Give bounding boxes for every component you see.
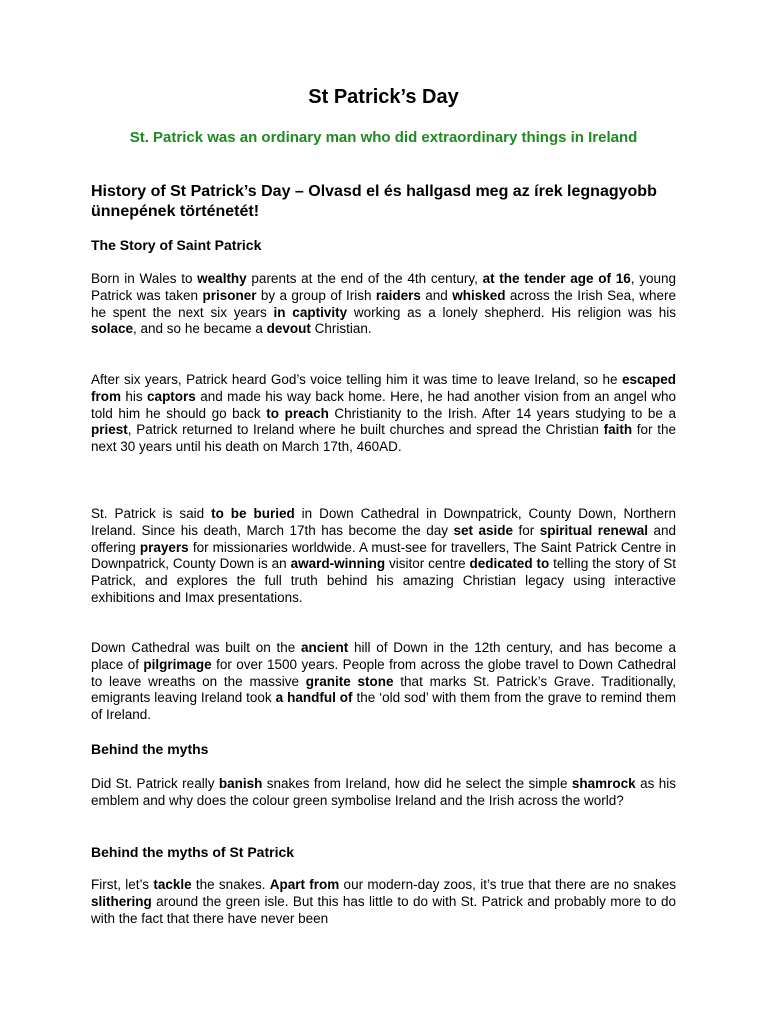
bold-term: whisked	[452, 287, 506, 303]
text-run: visitor centre	[385, 556, 470, 572]
text-run: , Patrick returned to Ireland where he built churches and spread the Christian	[127, 422, 604, 438]
bold-term: wealthy	[197, 271, 247, 286]
text-run: Christian.	[310, 321, 372, 337]
bold-term: to preach	[266, 405, 329, 421]
text-run: , and so he became a	[133, 321, 267, 337]
text-run: across the Irish Sea, where he spent the next six years	[91, 287, 677, 320]
bold-term: at the tender age of 16	[482, 271, 631, 286]
paragraph	[91, 776, 676, 810]
text-run: by a group of Irish	[256, 287, 376, 303]
bold-term: ancient	[301, 640, 349, 655]
bold-term: priest	[91, 422, 128, 438]
bold-term: escaped from	[91, 372, 676, 404]
text-run: After six years, Patrick heard God’s voice telling him it was time to leave Ireland, so he	[91, 372, 622, 387]
bold-term: tackle	[153, 877, 192, 892]
bold-term: spiritual renewal	[539, 522, 648, 538]
paragraph	[91, 271, 676, 338]
text-run: telling the story of St Patrick, and explores the full truth behind his amazing Christian legacy using interactive exhibitions and Imax presentations.	[91, 556, 677, 605]
paragraph	[91, 877, 676, 927]
bold-term: prisoner	[202, 287, 257, 303]
paragraph	[91, 372, 676, 456]
bold-term: to be buried	[211, 506, 295, 521]
bold-term: captors	[147, 388, 196, 404]
text-run: our modern-day zoos, it’s true that there are no snakes	[339, 877, 676, 892]
story-heading: The Story of Saint Patrick	[91, 237, 262, 253]
text-run: in Down Cathedral in Downpatrick, County Down, Northern Ireland. Since his death, March 17th has become the day	[91, 506, 676, 538]
text-run: hill of Down in the 12th century, and has become a place of	[91, 640, 676, 672]
bold-term: banish	[218, 776, 263, 791]
bold-term: devout	[266, 321, 311, 337]
text-run: around the green isle. But this has little to do with St. Patrick and probably more to do with the fact that there have never been	[91, 893, 676, 926]
text-run: Born in Wales to	[91, 271, 198, 286]
text-run: Down Cathedral was built on the	[91, 640, 301, 655]
paragraph	[91, 506, 676, 607]
history-heading: History of St Patrick’s Day – Olvasd el és hallgasd meg az írek legnagyobb ünnepének történetét!	[91, 183, 657, 220]
bold-term: granite stone	[305, 673, 394, 689]
text-run: Christianity to the Irish. After 14 years studying to be a	[328, 405, 677, 421]
bold-term: slithering	[91, 893, 152, 909]
text-run: and offering	[91, 522, 676, 555]
bold-term: solace	[91, 321, 134, 337]
bold-term: a handful of	[275, 690, 353, 706]
bold-term: Apart from	[269, 877, 340, 892]
bold-term: in captivity	[273, 304, 348, 320]
bold-term: set aside	[453, 522, 513, 538]
text-run: that marks St. Patrick’s Grave. Traditionally, emigrants leaving Ireland took	[91, 673, 676, 706]
bold-term: prayers	[139, 539, 189, 555]
bold-term: shamrock	[571, 776, 636, 791]
bold-term: dedicated to	[469, 556, 550, 572]
bold-term: award-winning	[290, 556, 386, 572]
text-run: and	[420, 287, 453, 303]
text-run: First, let’s	[91, 877, 154, 892]
paragraph	[91, 640, 676, 724]
text-run: for missionaries worldwide. A must-see for travellers, The Saint Patrick Centre in Downpatrick, County Down is an	[91, 539, 676, 572]
text-run: as his emblem and why does the colour green symbolise Ireland and the Irish across the world?	[91, 776, 676, 808]
page-title: St Patrick’s Day	[308, 86, 459, 108]
text-run: working as a lonely shepherd. His religion was his	[347, 304, 677, 320]
myths-st-patrick-heading: Behind the myths of St Patrick	[91, 844, 295, 860]
bold-term: pilgrimage	[143, 656, 212, 672]
text-run: and made his way back home. Here, he had another vision from an angel who told him he should go back	[91, 388, 676, 421]
text-run: the snakes.	[191, 877, 270, 892]
text-run: his	[121, 388, 148, 404]
text-run: parents at the end of the 4th century,	[246, 271, 483, 286]
text-run: St. Patrick is said	[91, 506, 212, 521]
text-run: for over 1500 years. People from across the globe travel to Down Cathedral to leave wreaths on the massive	[91, 656, 676, 689]
text-run: , young Patrick was taken	[91, 271, 676, 303]
page-subtitle: St. Patrick was an ordinary man who did extraordinary things in Ireland	[129, 129, 638, 146]
myths-heading: Behind the myths	[91, 741, 209, 757]
text-run: for the next 30 years until his death on March 17th, 460AD.	[91, 422, 676, 455]
bold-term: raiders	[375, 287, 421, 303]
text-run: the ‘old sod’ with them from the grave to remind them of Ireland.	[91, 690, 676, 723]
text-run: Did St. Patrick really	[91, 776, 219, 791]
text-run: for	[512, 522, 540, 538]
text-run: snakes from Ireland, how did he select the simple	[262, 776, 572, 791]
bold-term: faith	[603, 422, 633, 438]
